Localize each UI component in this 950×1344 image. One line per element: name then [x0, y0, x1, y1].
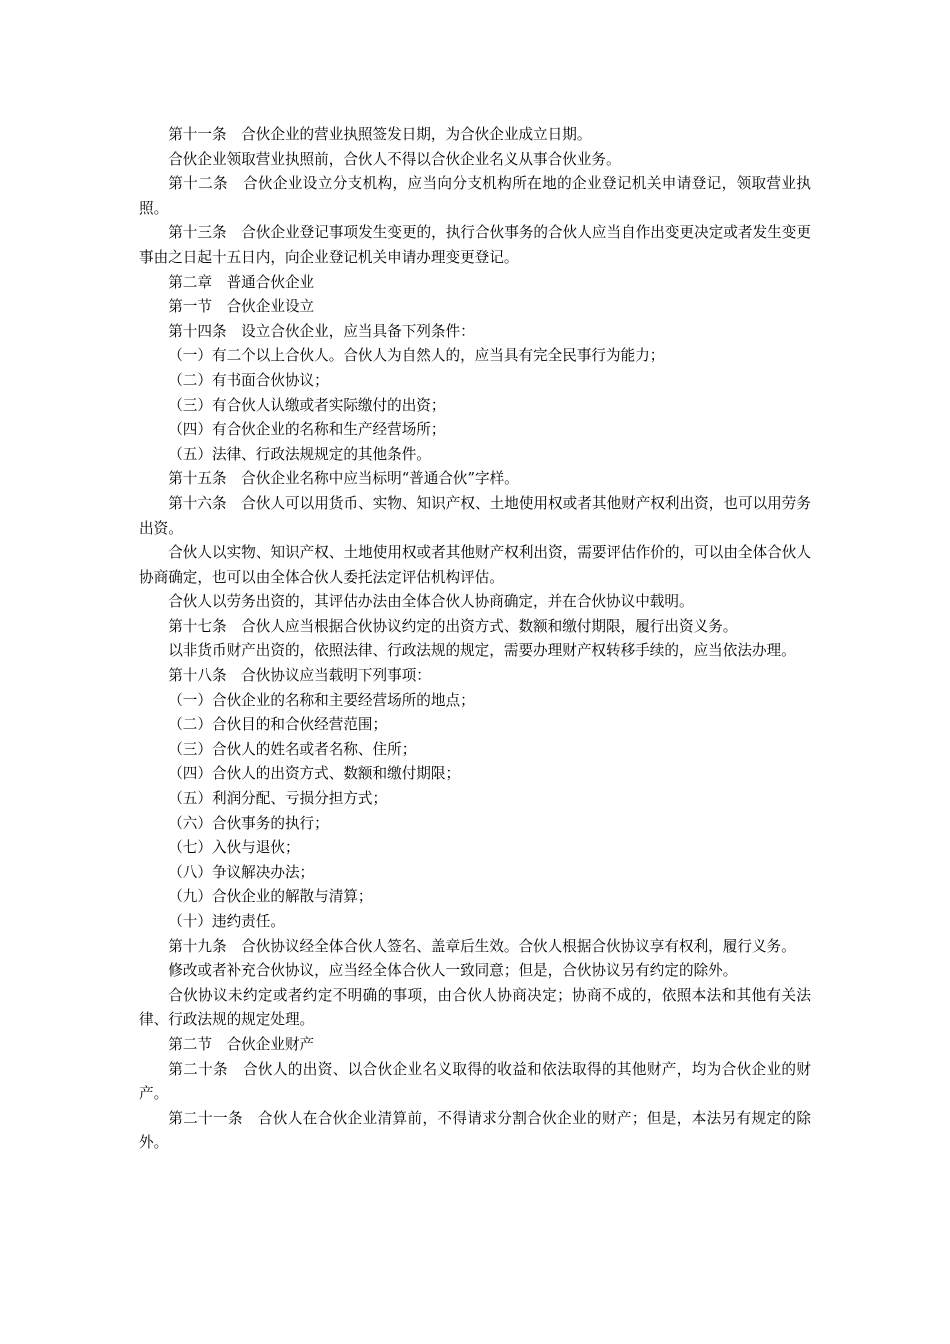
- article-21: 第二十一条 合伙人在合伙企业清算前，不得请求分割合伙企业的财产；但是，本法另有规定的除外。: [139, 1109, 811, 1152]
- article-11-clause-2: 合伙企业领取营业执照前，合伙人不得以合伙企业名义从事合伙业务。: [168, 150, 621, 168]
- article-14-item-2: （二）有书面合伙协议；: [168, 371, 329, 389]
- article-18-item-3: （三）合伙人的姓名或者名称、住所；: [168, 740, 417, 758]
- article-18-item-10: （十）违约责任。: [168, 913, 285, 930]
- article-18-item-7: （七）入伙与退伙；: [168, 839, 300, 857]
- article-11: 第十一条 合伙企业的营业执照签发日期，为合伙企业成立日期。: [168, 126, 592, 143]
- article-12: 第十二条 合伙企业设立分支机构，应当向分支机构所在地的企业登记机关申请登记，领取营业执照。: [139, 175, 811, 217]
- article-18-item-5: （五）利润分配、亏损分担方式；: [168, 790, 388, 808]
- article-18-item-1: （一）合伙企业的名称和主要经营场所的地点；: [168, 691, 475, 709]
- article-14: 第十四条 设立合伙企业，应当具备下列条件：: [168, 322, 475, 340]
- article-16: 第十六条 合伙人可以用货币、实物、知识产权、土地使用权或者其他财产权利出资，也可以用劳务出资。: [139, 494, 811, 537]
- article-17-clause-2: 以非货币财产出资的，依照法律、行政法规的规定，需要办理财产权转移手续的，应当依法办理。: [168, 642, 796, 660]
- article-14-item-3: （三）有合伙人认缴或者实际缴付的出资；: [168, 396, 446, 414]
- article-19-clause-3: 合伙协议未约定或者约定不明确的事项，由合伙人协商决定；协商不成的，依照本法和其他有关法律、行政法规的规定处理。: [139, 986, 811, 1029]
- article-20: 第二十条 合伙人的出资、以合伙企业名义取得的收益和依法取得的其他财产，均为合伙企业的财产。: [139, 1060, 811, 1103]
- document-body: [139, 123, 811, 1156]
- article-18-item-8: （八）争议解决办法；: [168, 863, 315, 881]
- article-18: 第十八条 合伙协议应当载明下列事项：: [168, 667, 431, 685]
- article-16-clause-2: 合伙人以实物、知识产权、土地使用权或者其他财产权利出资，需要评估作价的，可以由全体合伙人协商确定，也可以由全体合伙人委托法定评估机构评估。: [139, 544, 811, 586]
- article-15: 第十五条 合伙企业名称中应当标明“普通合伙”字样。: [168, 470, 519, 488]
- article-18-item-9: （九）合伙企业的解散与清算；: [168, 888, 373, 906]
- article-18-item-2: （二）合伙目的和合伙经营范围；: [168, 716, 388, 734]
- article-14-item-4: （四）有合伙企业的名称和生产经营场所；: [168, 421, 446, 439]
- article-19: 第十九条 合伙协议经全体合伙人签名、盖章后生效。合伙人根据合伙协议享有权利，履行义务。: [168, 937, 796, 955]
- article-17: 第十七条 合伙人应当根据合伙协议约定的出资方式、数额和缴付期限，履行出资义务。: [168, 617, 738, 635]
- article-14-item-5: （五）法律、行政法规规定的其他条件。: [168, 445, 431, 463]
- section-1-heading: 第一节 合伙企业设立: [168, 298, 315, 316]
- article-14-item-1: （一）有二个以上合伙人。合伙人为自然人的，应当具有完全民事行为能力；: [168, 347, 665, 365]
- article-16-clause-3: 合伙人以劳务出资的，其评估办法由全体合伙人协商确定，并在合伙协议中载明。: [168, 593, 694, 611]
- article-18-item-4: （四）合伙人的出资方式、数额和缴付期限；: [168, 765, 461, 783]
- article-13: 第十三条 合伙企业登记事项发生变更的，执行合伙事务的合伙人应当自作出变更决定或者发生变更事由之日起十五日内，向企业登记机关申请办理变更登记。: [139, 224, 811, 266]
- article-19-clause-2: 修改或者补充合伙协议，应当经全体合伙人一致同意；但是，合伙协议另有约定的除外。: [168, 962, 738, 980]
- article-18-item-6: （六）合伙事务的执行；: [168, 814, 329, 832]
- section-2-heading: 第二节 合伙企业财产: [168, 1035, 315, 1053]
- chapter-2-heading: 第二章 普通合伙企业: [168, 273, 315, 291]
